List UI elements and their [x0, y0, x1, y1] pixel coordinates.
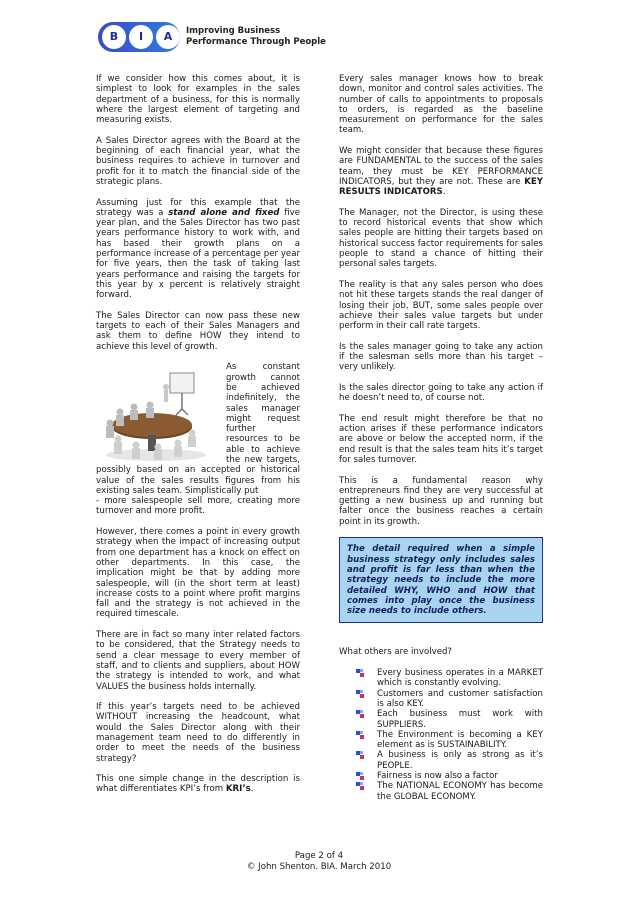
- bold-text: KEY RESULTS INDICATORS: [339, 176, 543, 198]
- paragraph: Every sales manager knows how to break down, monitor and control sales activities. The number of calls to appointments to proposals to orders, is regarded as the baseline measurement on performance for the sales team.: [339, 74, 543, 136]
- text-run: As constant growth cannot be achieved indefinitely, the sales manager might request further resources to be able to achieve the new targets, possibly based on an accepted or historical value of the sales results figures from his existing sales team. Simplistically put: [96, 362, 300, 496]
- text-run: We might consider that because these figures are FUNDAMENTAL to the success of the sales team, they must be KEY PERFORMANCE INDICATORS, but they are not. These are: [339, 146, 543, 187]
- paragraph: If we consider how this comes about, it is simplest to look for examples in the sales department of a business, for this is normally where the largest element of targeting and measuring exists.: [96, 74, 300, 126]
- paragraph: The Manager, not the Director, is using these to record historical events that show which sales people are hitting their targets based on historical success factor requirements for sales people to stand a chance of hitting their personal sales targets.: [339, 207, 543, 270]
- list-item: [339, 689, 543, 710]
- paragraph: If this year’s targets need to be achieved WITHOUT increasing the headcount, what would the Sales Director along with their management team need to do differently in order to meet the needs of the business strategy?: [96, 702, 300, 764]
- list-item-text: Fairness is now also a factor: [377, 771, 498, 781]
- paragraph: [96, 362, 300, 496]
- bullet-icon: [356, 751, 364, 759]
- bullet-icon: [356, 772, 364, 780]
- paragraph: A Sales Director agrees with the Board at the beginning of each financial year, what the business requires to achieve in turnover and profit for it to match the financial side of the strategic plans.: [96, 135, 300, 187]
- copyright-notice: © John Shenton. BIA. March 2010: [246, 862, 392, 872]
- text-run: five year plan, and the Sales Director has two past years performance history to work with, and has based their growth plans on a performance increase of a percentage per year for five years, then the task of taking last years performance and raising the targets for this year by x percent is relatively straight forward.: [96, 207, 300, 301]
- logo-letter-a: A: [156, 25, 180, 49]
- page-footer: [0, 851, 638, 873]
- paragraph: The Sales Director can now pass these new targets to each of their Sales Managers and ask them to define HOW they intend to achieve this level of growth.: [96, 310, 300, 352]
- page-number: Page 2 of 4: [294, 851, 344, 861]
- question-heading: What others are involved?: [339, 647, 452, 658]
- meeting-room-illustration: [96, 365, 220, 463]
- bold-text: KRI’s: [225, 784, 251, 795]
- list-item-text: Every business operates in a MARKET which is constantly evolving.: [377, 668, 543, 689]
- emphasis-text: stand alone and fixed: [168, 207, 280, 218]
- paragraph: There are in fact so many inter related factors to be considered, that the Strategy needs to send a clear message to every member of staff, and to clients and suppliers, about HOW the strategy is intended to work, and what VALUES the business holds internally.: [96, 630, 300, 692]
- paragraph: Is the sales director going to take any action if he doesn’t need to, of course not.: [339, 382, 543, 404]
- list-item: [339, 771, 543, 781]
- text-run: Assuming just for this example that the strategy was a: [96, 197, 300, 218]
- list-item: [339, 781, 543, 802]
- image-wrap-paragraph: [96, 362, 300, 496]
- paragraph: Is the sales manager going to take any action if the salesman sells more than his target – very unlikely.: [339, 341, 543, 373]
- paragraph: This is a fundamental reason why entrepreneurs find they are very successful at getting a new business up and running but falter once the business reaches a certain point in its growth.: [339, 475, 543, 527]
- logo-tagline-line-1: Improving Business: [186, 26, 281, 36]
- text-run: This one simple change in the description is what differentiates KPI’s from: [96, 774, 300, 795]
- bullet-icon: [356, 731, 364, 739]
- list-item: [339, 709, 543, 730]
- left-column: [96, 74, 300, 805]
- bullet-icon: [356, 690, 364, 698]
- right-column: [339, 74, 543, 802]
- list-item-text: Customers and customer satisfaction is also KEY.: [377, 688, 543, 709]
- bullet-icon: [356, 782, 364, 790]
- paragraph: [339, 146, 543, 197]
- bullet-icon: [356, 710, 364, 718]
- paragraph: [96, 774, 300, 795]
- text-run: .: [250, 784, 254, 795]
- paragraph: However, there comes a point in every growth strategy when the impact of increasing output from one department has a knock on effect on other departments. In this case, the implication might be that by adding more salespeople, will (in the short term at least) increase costs to a point where profit margins fall and the strategy is not achieved in the required timescale.: [96, 527, 300, 620]
- list-item: [339, 750, 543, 771]
- list-item: [339, 668, 543, 689]
- logo-letter-b: B: [102, 25, 126, 49]
- bia-logo: [96, 18, 336, 58]
- paragraph: The end result might therefore be that no action arises if these performance indicators are above or below the accepted norm, if the end result is that the sales team hits it’s target for sales turnover.: [339, 413, 543, 465]
- list-item-text: Each business must work with SUPPLIERS.: [377, 709, 543, 730]
- factors-list: [339, 668, 543, 802]
- list-item: [339, 730, 543, 751]
- bullet-icon: [356, 669, 364, 677]
- list-item-text: The Environment is becoming a KEY element as is SUSTAINABILITY.: [377, 729, 543, 751]
- logo-tagline-line-2: Performance Through People: [186, 37, 326, 47]
- paragraph: - more salespeople sell more, creating more turnover and more profit.: [96, 496, 300, 517]
- paragraph: The reality is that any sales person who does not hit these targets stands the real danger of losing their job, BUT, some sales people over achieve their sales value targets but under perform in their call rate targets.: [339, 279, 543, 332]
- list-item-text: The NATIONAL ECONOMY has become the GLOBAL ECONOMY.: [377, 781, 543, 802]
- logo-tagline: [186, 26, 326, 48]
- paragraph: [96, 198, 300, 301]
- list-item-text: A business is only as strong as it’s PEOPLE.: [377, 750, 543, 771]
- logo-letter-i: I: [129, 25, 153, 49]
- callout-box: The detail required when a simple business strategy only includes sales and profit is far less than when the strategy needs to include the more detailed WHY, WHO and HOW that comes into play once the business size needs to include others.: [339, 537, 543, 623]
- text-run: .: [442, 187, 446, 198]
